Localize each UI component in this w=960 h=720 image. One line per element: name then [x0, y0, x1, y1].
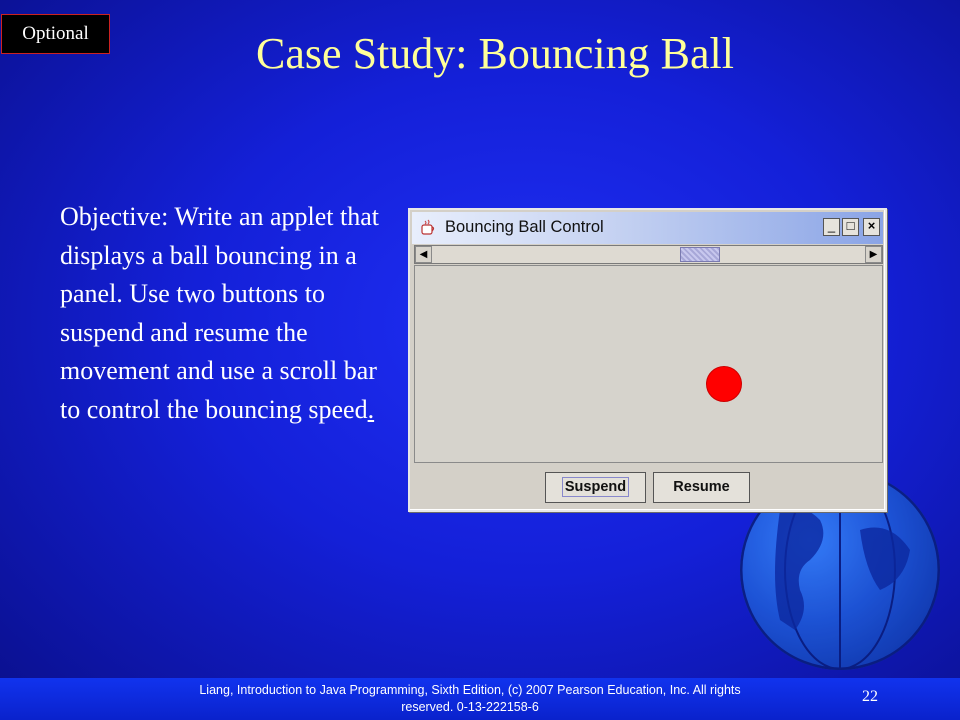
- suspend-button[interactable]: [545, 472, 646, 503]
- optional-badge: [1, 14, 110, 54]
- resume-button[interactable]: [653, 472, 750, 503]
- footer-copyright: Liang, Introduction to Java Programming, Sixth Edition, (c) 2007 Pearson Education, Inc. All rights reserved. 0-13-222158-6: [199, 683, 741, 714]
- maximize-button[interactable]: □: [842, 218, 859, 236]
- ball-panel: [414, 265, 883, 463]
- bouncing-ball: [706, 366, 742, 402]
- suspend-button-label: Suspend: [562, 477, 629, 497]
- scroll-track[interactable]: [432, 246, 865, 263]
- objective-main: Objective: Write an applet that displays a ball bouncing in a panel. Use two buttons to suspend and resume the movement and use a scroll bar to control the bouncing speed: [60, 202, 380, 424]
- scroll-thumb[interactable]: [680, 247, 720, 262]
- scroll-right-arrow-icon[interactable]: ▶: [865, 246, 882, 263]
- slide-title: Case Study: Bouncing Ball: [256, 29, 734, 78]
- minimize-button[interactable]: _: [823, 218, 840, 236]
- scroll-left-arrow-icon[interactable]: ◀: [415, 246, 432, 263]
- java-cup-icon: [419, 219, 437, 237]
- objective-end: .: [367, 394, 375, 424]
- applet-window: [408, 208, 887, 512]
- close-button[interactable]: ×: [863, 218, 880, 236]
- window-title: Bouncing Ball Control: [445, 218, 604, 236]
- speed-scrollbar[interactable]: [414, 245, 883, 264]
- objective-text: [60, 198, 390, 429]
- optional-badge-label: Optional: [22, 23, 89, 44]
- resume-button-label: Resume: [673, 479, 730, 495]
- window-titlebar[interactable]: [412, 212, 883, 244]
- page-number: 22: [862, 688, 878, 705]
